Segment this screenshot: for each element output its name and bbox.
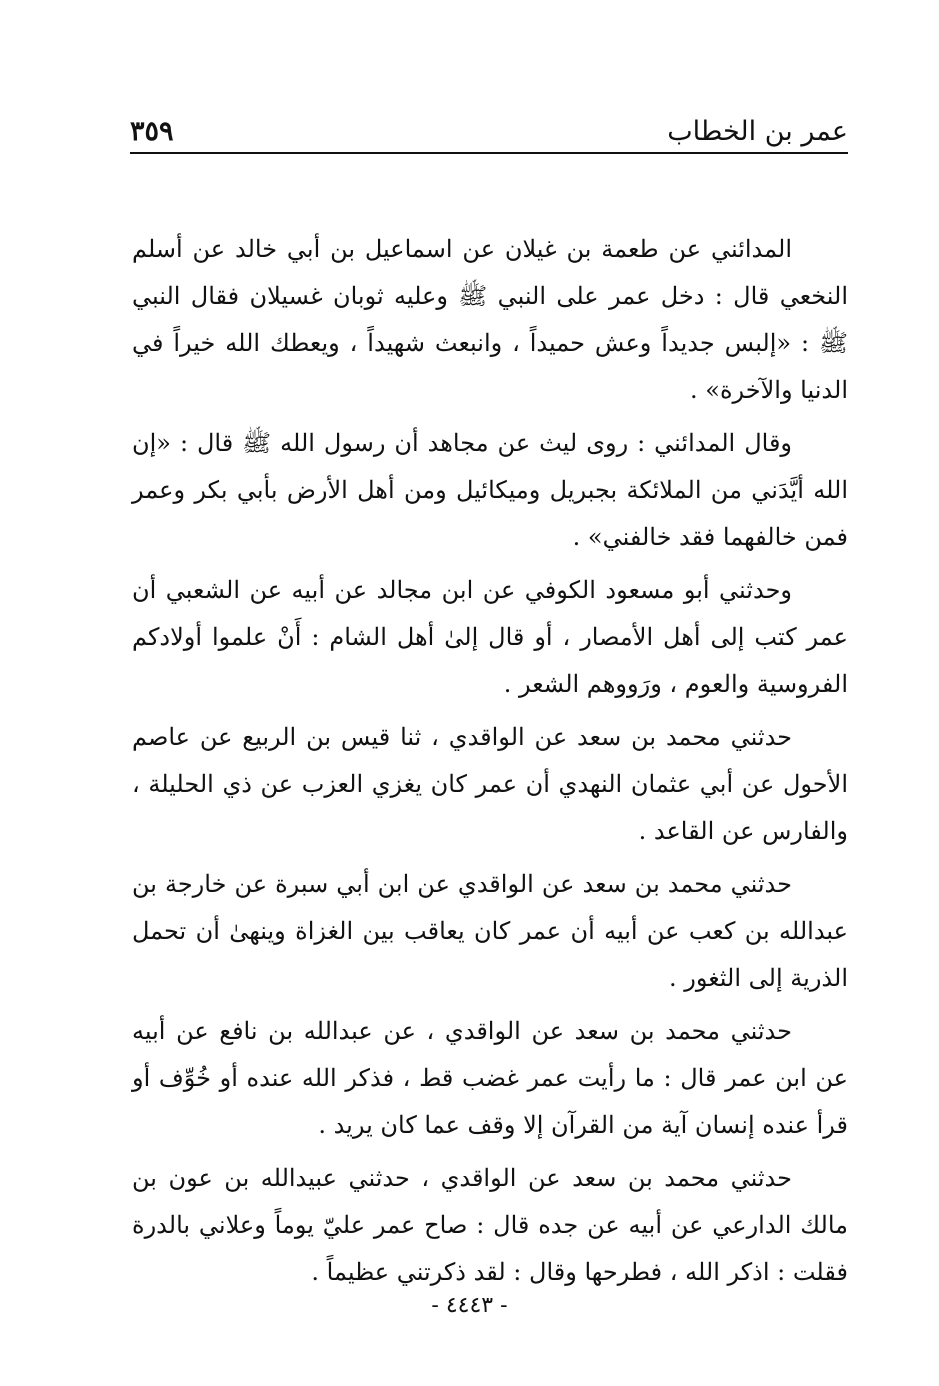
paragraph: وقال المدائني : روى ليث عن مجاهد أن رسول الله ﷺ قال : «إن الله أيَّدَني من الملائكة بجبريل وميكائيل ومن أهل الأرض بأبي بكر وعمر فمن خالفهما فقد خالفني» . [132, 429, 848, 551]
main-text [132, 226, 848, 1302]
paragraph: حدثني محمد بن سعد عن الواقدي ، ثنا قيس بن الربيع عن عاصم الأحول عن أبي عثمان النهدي أن عمر كان يغزي العزب عن ذي الحليلة ، والفارس عن القاعد . [132, 723, 848, 845]
running-title: عمر بن الخطاب [667, 116, 848, 147]
paragraph: وحدثني أبو مسعود الكوفي عن ابن مجالد عن أبيه عن الشعبي أن عمر كتب إلى أهل الأمصار ، أو قال إلىٰ أهل الشام : أَنْ علموا أولادكم الفروسية والعوم ، ورَووهم الشعر . [132, 576, 848, 698]
page-header [130, 108, 848, 154]
paragraph: حدثني محمد بن سعد عن الواقدي ، عن عبدالله بن نافع عن أبيه عن ابن عمر قال : ما رأيت عمر غضب قط ، فذكر الله عنده أو خُوِّف أو قرأ عنده إنسان آية من القرآن إلا وقف عما كان يريد . [132, 1017, 848, 1139]
paragraph: المدائني عن طعمة بن غيلان عن اسماعيل بن أبي خالد عن أسلم النخعي قال : دخل عمر على النبي ﷺ وعليه ثوبان غسيلان فقال النبي ﷺ : «إلبس جديداً وعش حميداً ، وانبعث شهيداً ، ويعطك الله خيراً في الدنيا والآخرة» . [132, 235, 848, 404]
paragraph: حدثني محمد بن سعد عن الواقدي ، حدثني عبيدالله بن عون بن مالك الدارعي عن أبيه عن جده قال : صاح عمر عليّ يوماً وعلاني بالدرة فقلت : اذكر الله ، فطرحها وقال : لقد ذكرتني عظيماً . [132, 1164, 848, 1286]
page-number: ٣٥٩ [130, 116, 174, 147]
footer-sequence-number: - ٤٤٤٣ - [431, 1293, 508, 1318]
paragraph: حدثني محمد بن سعد عن الواقدي عن ابن أبي سبرة عن خارجة بن عبدالله بن كعب عن أبيه أن عمر كان يعاقب بين الغزاة وينهىٰ أن تحمل الذرية إلى الثغور . [132, 870, 848, 992]
